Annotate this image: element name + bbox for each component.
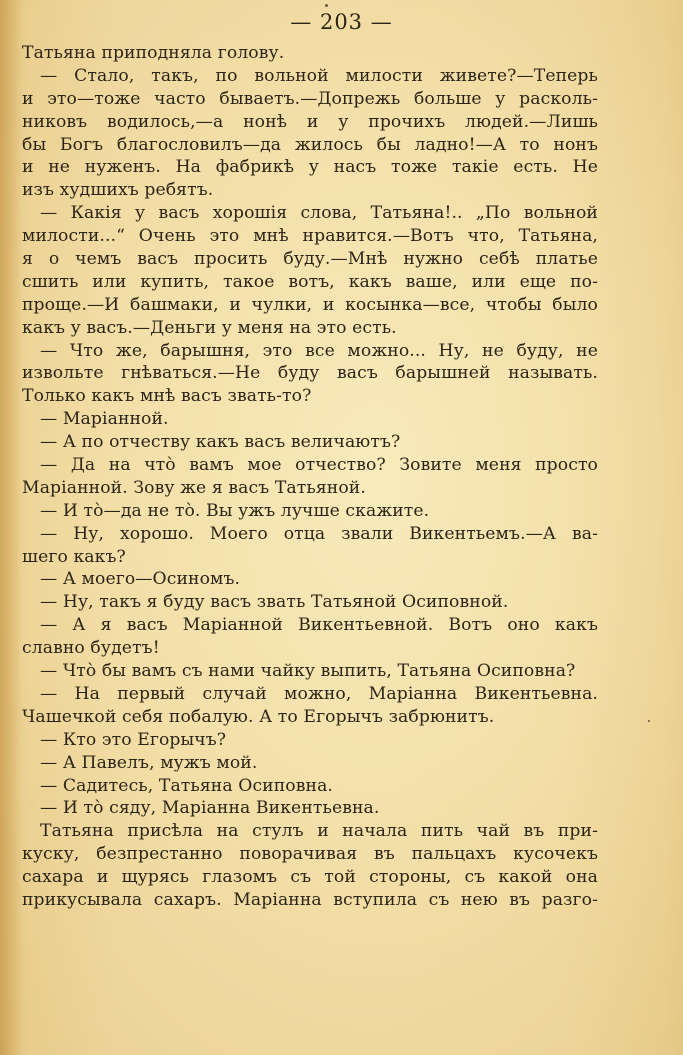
text-line: сшить или купить, такое вотъ, какъ ваше, или еще по-: [22, 271, 598, 292]
text-line: сахара и щурясь глазомъ съ той стороны, съ какой она: [22, 867, 598, 888]
text-line: — И то̀ сяду, Маріанна Викентьевна.: [40, 798, 380, 819]
text-line: какъ у васъ.—Деньги у меня на это есть.: [22, 317, 397, 338]
ink-speck: [325, 4, 328, 7]
text-line: — И то̀—да не то̀. Вы ужъ лучше скажите.: [40, 500, 430, 521]
text-line: — Садитесь, Татьяна Осиповна.: [40, 775, 333, 796]
text-line: я о чемъ васъ просить буду.—Мнѣ нужно себѣ платье: [22, 249, 598, 270]
text-line: — На первый случай можно, Маріанна Викентьевна.: [40, 683, 598, 704]
text-line: бы Богъ благословилъ—да жилось бы ладно!—А то нонъ: [22, 134, 598, 155]
text-line: шего какъ?: [22, 546, 126, 567]
text-line: — Стало, такъ, по вольной милости живете?—Теперь: [40, 65, 598, 86]
text-line: — Ну, такъ я буду васъ звать Татьяной Осиповной.: [40, 592, 509, 613]
text-line: изъ худшихъ ребятъ.: [22, 180, 214, 201]
text-line: прикусывала сахаръ. Маріанна вступила съ нею въ разго-: [22, 889, 598, 910]
text-line: проще.—И башмаки, и чулки, и косынка—все, чтобы было: [22, 294, 598, 315]
text-line: — А я васъ Маріанной Викентьевной. Вотъ оно какъ: [40, 615, 598, 636]
text-line: — Что̀ бы вамъ съ нами чайку выпить, Татьяна Осиповна?: [40, 661, 576, 682]
text-line: Чашечкой себя побалую. А то Егорычъ забрюнитъ.: [22, 706, 495, 727]
text-line: — А по отчеству какъ васъ величаютъ?: [40, 432, 401, 453]
text-line: — Кто это Егорычъ?: [40, 729, 227, 750]
text-line: — А Павелъ, мужъ мой.: [40, 752, 258, 773]
text-line: — Ну, хорошо. Моего отца звали Викентьемъ.—А ва-: [40, 523, 598, 544]
text-line: Татьяна присѣла на стулъ и начала пить чай въ при-: [40, 821, 598, 842]
text-line: — Какія у васъ хорошія слова, Татьяна!.. „По вольной: [40, 203, 598, 224]
text-line: извольте гнѣваться.—Не буду васъ барышней называть.: [22, 363, 598, 384]
text-line: никовъ водилось,—а нонѣ и у прочихъ людей.—Лишь: [22, 111, 598, 132]
page-edge-shadow: [0, 0, 22, 1055]
ink-speck: [648, 720, 650, 722]
text-line: Татьяна приподняла голову.: [22, 43, 285, 63]
text-line: — Да на что̀ вамъ мое отчество? Зовите меня просто: [40, 455, 598, 476]
text-line: славно будетъ!: [22, 638, 160, 659]
page-number: — 203 —: [290, 10, 393, 34]
text-line: Только какъ мнѣ васъ звать-то?: [22, 386, 312, 407]
text-line: — Маріанной.: [40, 409, 169, 430]
text-line: — А моего—Осиномъ.: [40, 569, 241, 590]
text-line: Маріанной. Зову же я васъ Татьяной.: [22, 477, 366, 498]
text-line: — Что же, барышня, это все можно... Ну, не буду, не: [40, 340, 598, 361]
text-line: и это—тоже часто бываетъ.—Допрежь больше у расколь-: [22, 88, 598, 109]
page-body-text: [22, 42, 598, 912]
text-line: куску, безпрестанно поворачивая въ пальцахъ кусочекъ: [22, 844, 598, 865]
text-line: милости...“ Очень это мнѣ нравится.—Вотъ что, Татьяна,: [22, 226, 598, 247]
text-line: и не нуженъ. На фабрикѣ у насъ тоже такіе есть. Не: [22, 157, 598, 178]
